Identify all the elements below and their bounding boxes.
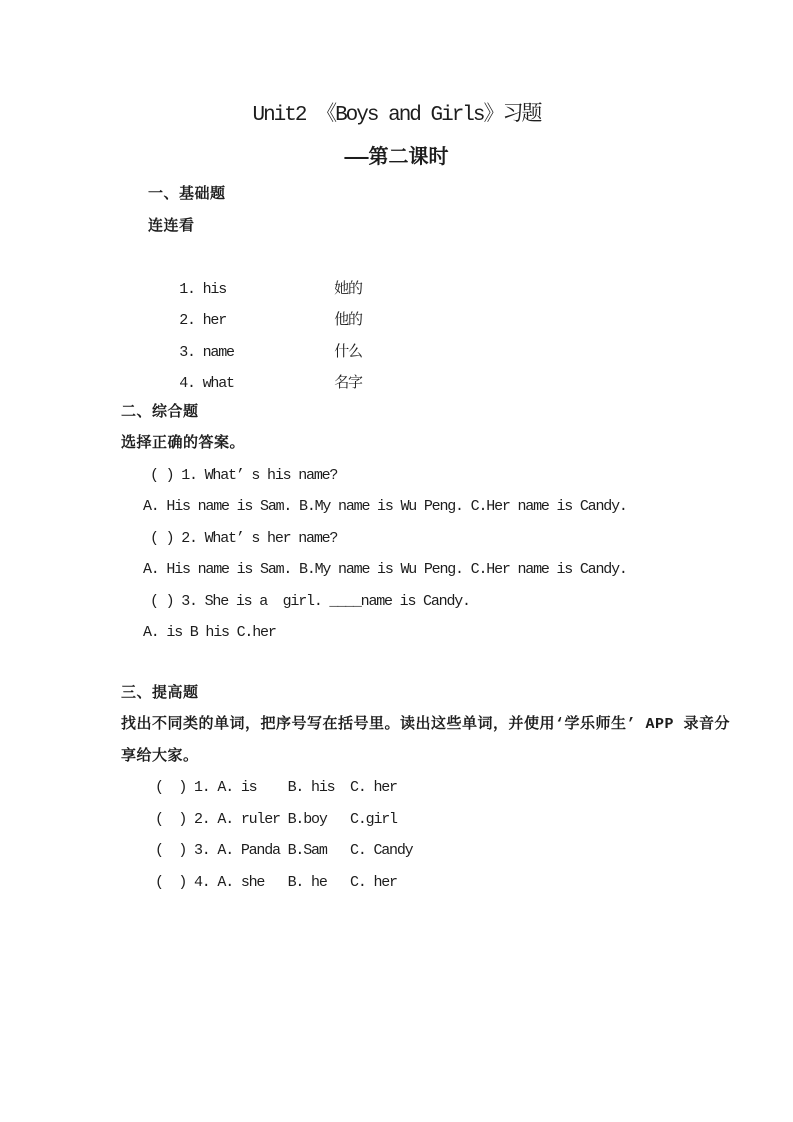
section-comprehensive-heading: 二、综合题: [121, 403, 199, 421]
match-row: [0, 242, 793, 298]
match-right-term: 他的: [334, 312, 362, 329]
option-line: A. His name is Sam. B.My name is Wu Peng. C.Her name is Candy.: [143, 498, 627, 515]
match-left-term: 4. what: [179, 375, 234, 392]
question-line: ( ) 1. What’ s his name?: [150, 466, 338, 484]
advanced-item-line: ( ) 3. A. Panda B.Sam C. Candy: [155, 842, 413, 859]
advanced-item-line: ( ) 2. A. ruler B.boy C.girl: [155, 810, 397, 828]
question-line: ( ) 3. She is a girl. ____name is Candy.: [150, 592, 470, 610]
advanced-item-line: ( ) 4. A. she B. he C. her: [155, 873, 397, 891]
worksheet-subtitle: ——第二课时: [344, 147, 449, 170]
matching-subheading: 连连看: [148, 217, 195, 235]
match-left-term: 2. her: [179, 312, 227, 329]
question-line: ( ) 2. What’ s her name?: [150, 529, 338, 547]
match-right-term: 什么: [334, 343, 362, 361]
match-row: [0, 305, 793, 361]
match-right-term: 名字: [334, 375, 362, 392]
match-row: [0, 274, 793, 329]
comprehensive-instruction: 选择正确的答案。: [121, 435, 246, 452]
section-basic-heading: 一、基础题: [148, 186, 226, 203]
advanced-instruction-line: 享给大家。: [121, 747, 199, 765]
advanced-instruction-line: 找出不同类的单词，把序号写在括号里。读出这些单词，并使用‘学乐师生’ APP 录音分: [121, 716, 731, 733]
section-advanced-heading: 三、提高题: [121, 684, 199, 702]
advanced-item-line: ( ) 1. A. is B. his C. her: [155, 779, 397, 796]
worksheet-title: Unit2 《Boys and Girls》习题: [252, 104, 541, 127]
match-right-term: 她的: [334, 280, 362, 298]
option-line: A. His name is Sam. B.My name is Wu Peng. C.Her name is Candy.: [143, 561, 627, 578]
match-row: [0, 337, 793, 392]
option-line: A. is B his C.her: [143, 624, 276, 641]
match-left-term: 3. name: [179, 343, 234, 361]
match-left-term: 1. his: [179, 280, 227, 298]
